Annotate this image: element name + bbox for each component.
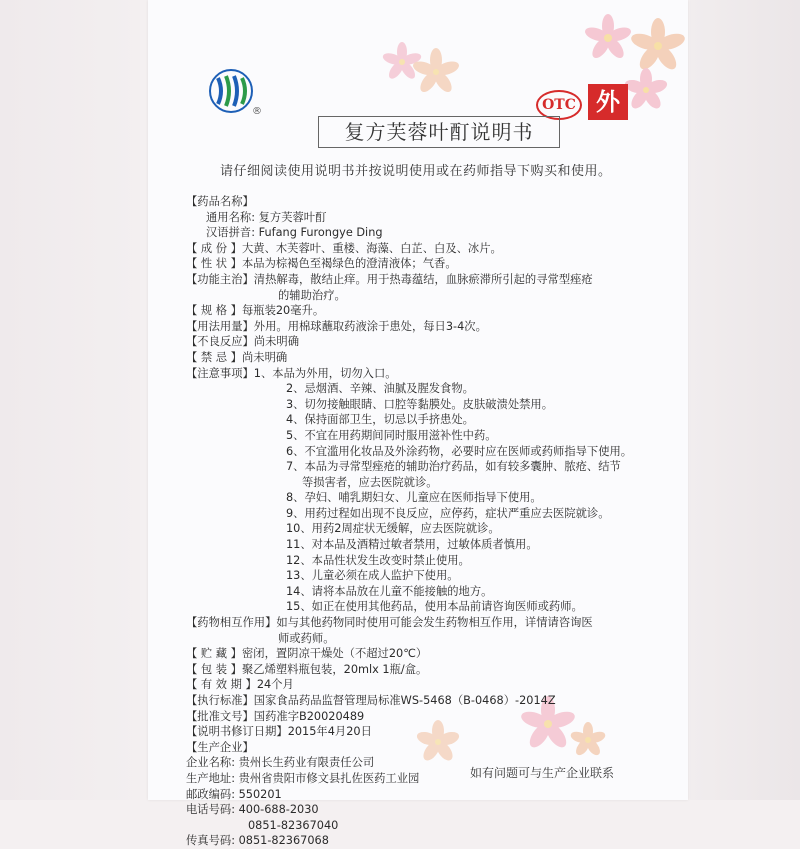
leaflet-title: 复方芙蓉叶酊说明书 [318, 116, 560, 148]
revision-value: 2015年4月20日 [287, 725, 372, 739]
zip-label: 邮政编码: [186, 787, 235, 801]
precaution-item: 8、孕妇、哺乳期妇女、儿童应在医师指导下使用。 [286, 491, 542, 505]
leaflet-sheet [148, 0, 688, 848]
precaution-item: 14、请将本品放在儿童不能接触的地方。 [286, 584, 493, 598]
fax-label: 传真号码: [186, 834, 235, 848]
common-name-value: 复方芙蓉叶酊 [258, 210, 327, 224]
precaution-item: 7、本品为寻常型痤疮的辅助治疗药品，如有较多囊肿、脓疮、结节 [286, 460, 621, 474]
package-value: 聚乙烯塑料瓶包装，20mlx 1瓶/盒。 [241, 662, 428, 676]
ingredients-label: 【 成 份 】 [186, 241, 242, 255]
usage-label: 【用法用量】 [186, 319, 254, 333]
company-name-label: 企业名称: [186, 756, 235, 770]
ingredients-value: 大黄、木芙蓉叶、重楼、海藻、白芷、白及、冰片。 [241, 241, 502, 255]
usage-value: 外用。用棉球蘸取药液涂于患处，每日3-4次。 [253, 319, 487, 333]
section-drug-name [186, 194, 666, 210]
revision-row [186, 724, 666, 740]
pinyin-label: 汉语拼音: [206, 226, 255, 240]
appearance-label: 【 性 状 】 [186, 257, 242, 271]
fax-value: 0851-82367068 [238, 834, 329, 848]
precaution-item: 15、如正在使用其他药品，使用本品前请咨询医师或药师。 [286, 600, 583, 614]
footer-contact-note: 如有问题可与生产企业联系 [470, 766, 615, 780]
contra-label: 【 禁 忌 】 [186, 350, 242, 364]
contra-value: 尚未明确 [241, 350, 288, 364]
drug-name-label: 【药品名称】 [186, 195, 254, 208]
interaction-label: 【药物相互作用】 [186, 616, 277, 630]
precautions-row [186, 366, 666, 382]
spec-row [186, 303, 666, 319]
validity-value: 24个月 [256, 678, 294, 692]
manufacturer-row [186, 740, 666, 756]
phone-value-2: 0851-82367040 [248, 818, 339, 832]
background-right [690, 0, 800, 800]
appearance-row [186, 256, 666, 272]
reading-notice: 请仔细阅读使用说明书并按说明使用或在药师指导下购买和使用。 [220, 164, 612, 179]
usage-row [186, 319, 666, 335]
precaution-item: 2、忌烟酒、辛辣、油腻及腥发食物。 [286, 382, 474, 396]
storage-row [186, 646, 666, 662]
spec-value: 每瓶装20毫升。 [241, 304, 325, 318]
adverse-value: 尚未明确 [253, 335, 299, 349]
appearance-value: 本品为棕褐色至褐绿色的澄清液体；气香。 [241, 257, 457, 271]
spec-label: 【 规 格 】 [186, 304, 242, 318]
standard-label: 【执行标准】 [186, 694, 254, 707]
package-row [186, 662, 666, 678]
indication-value-cont: 的辅助治疗。 [278, 288, 346, 302]
standard-value: 国家食品药品监督管理局标准WS-5468（B-0468）-2014Z [253, 694, 556, 707]
precaution-item: 3、切勿接触眼睛、口腔等黏膜处。皮肤破溃处禁用。 [286, 397, 554, 411]
phone-row [186, 802, 666, 818]
interaction-value: 如与其他药物同时使用可能会发生药物相互作用，详情请咨询医 [276, 616, 593, 630]
manufacturer-label: 【生产企业】 [186, 740, 254, 754]
precautions-label: 【注意事项】 [186, 366, 254, 380]
interaction-row [186, 615, 666, 631]
precaution-item: 6、不宜滥用化妆品及外涂药物，必要时应在医师或药师指导下使用。 [286, 444, 633, 458]
leaflet-body [186, 194, 666, 849]
common-name-row [186, 210, 666, 226]
common-name-label: 通用名称: [206, 210, 255, 224]
adverse-label: 【不良反应】 [186, 335, 254, 349]
precaution-item: 1、本品为外用，切勿入口。 [253, 366, 397, 380]
indication-label: 【功能主治】 [186, 272, 254, 286]
interaction-value-cont: 师或药师。 [278, 631, 335, 645]
indication-row-cont [186, 288, 666, 304]
flower-decoration-top-right [568, 8, 688, 118]
registered-mark: ® [252, 106, 262, 117]
approval-label: 【批准文号】 [186, 709, 254, 723]
approval-row [186, 709, 666, 725]
precaution-item: 12、本品性状发生改变时禁止使用。 [286, 553, 470, 567]
precaution-item: 9、用药过程如出现不良反应，应停药，症状严重应去医院就诊。 [286, 506, 610, 520]
flower-decoration-top-middle [380, 40, 460, 100]
phone-value-1: 400-688-2030 [238, 803, 319, 817]
adverse-row [186, 334, 666, 350]
fax-row [186, 833, 666, 849]
background-left [0, 0, 140, 800]
external-use-badge: 外 [588, 84, 628, 120]
phone-label: 电话号码: [186, 803, 235, 817]
company-name-value: 贵州长生药业有限责任公司 [238, 756, 375, 770]
contra-row [186, 350, 666, 366]
interaction-row-cont [186, 631, 666, 647]
standard-row [186, 693, 666, 709]
pinyin-value: Fufang Furongye Ding [258, 226, 383, 240]
precaution-item: 5、不宜在用药期间同时服用滋补性中药。 [286, 428, 497, 442]
approval-value: 国药准字B20020489 [253, 709, 365, 723]
zip-value: 550201 [238, 787, 282, 801]
precaution-item: 4、保持面部卫生，切忌以手挤患处。 [286, 413, 474, 427]
validity-row [186, 677, 666, 693]
validity-label: 【 有 效 期 】 [186, 678, 257, 692]
company-logo-icon [208, 68, 254, 114]
precaution-item: 10、用药2周症状无缓解，应去医院就诊。 [286, 522, 500, 536]
indication-value: 清热解毒，散结止痒。用于热毒蕴结，血脉瘀滞所引起的寻常型痤疮 [253, 272, 593, 286]
storage-value: 密闭，置阴凉干燥处（不超过20℃） [241, 647, 428, 661]
pinyin-row [186, 225, 666, 241]
phone-row-2 [186, 818, 666, 834]
indication-row [186, 272, 666, 288]
address-value: 贵州省贵阳市修文县扎佐医药工业园 [238, 771, 420, 785]
precaution-item: 11、对本品及酒精过敏者禁用，过敏体质者慎用。 [286, 538, 538, 552]
address-label: 生产地址: [186, 771, 235, 785]
precaution-item: 13、儿童必须在成人监护下使用。 [286, 569, 459, 583]
revision-label: 【说明书修订日期】 [186, 725, 288, 739]
precaution-item-cont: 等损害者，应去医院就诊。 [302, 475, 438, 489]
otc-badge: OTC [536, 90, 582, 120]
ingredients-row [186, 241, 666, 257]
package-label: 【 包 装 】 [186, 662, 242, 676]
storage-label: 【 贮 藏 】 [186, 647, 242, 661]
